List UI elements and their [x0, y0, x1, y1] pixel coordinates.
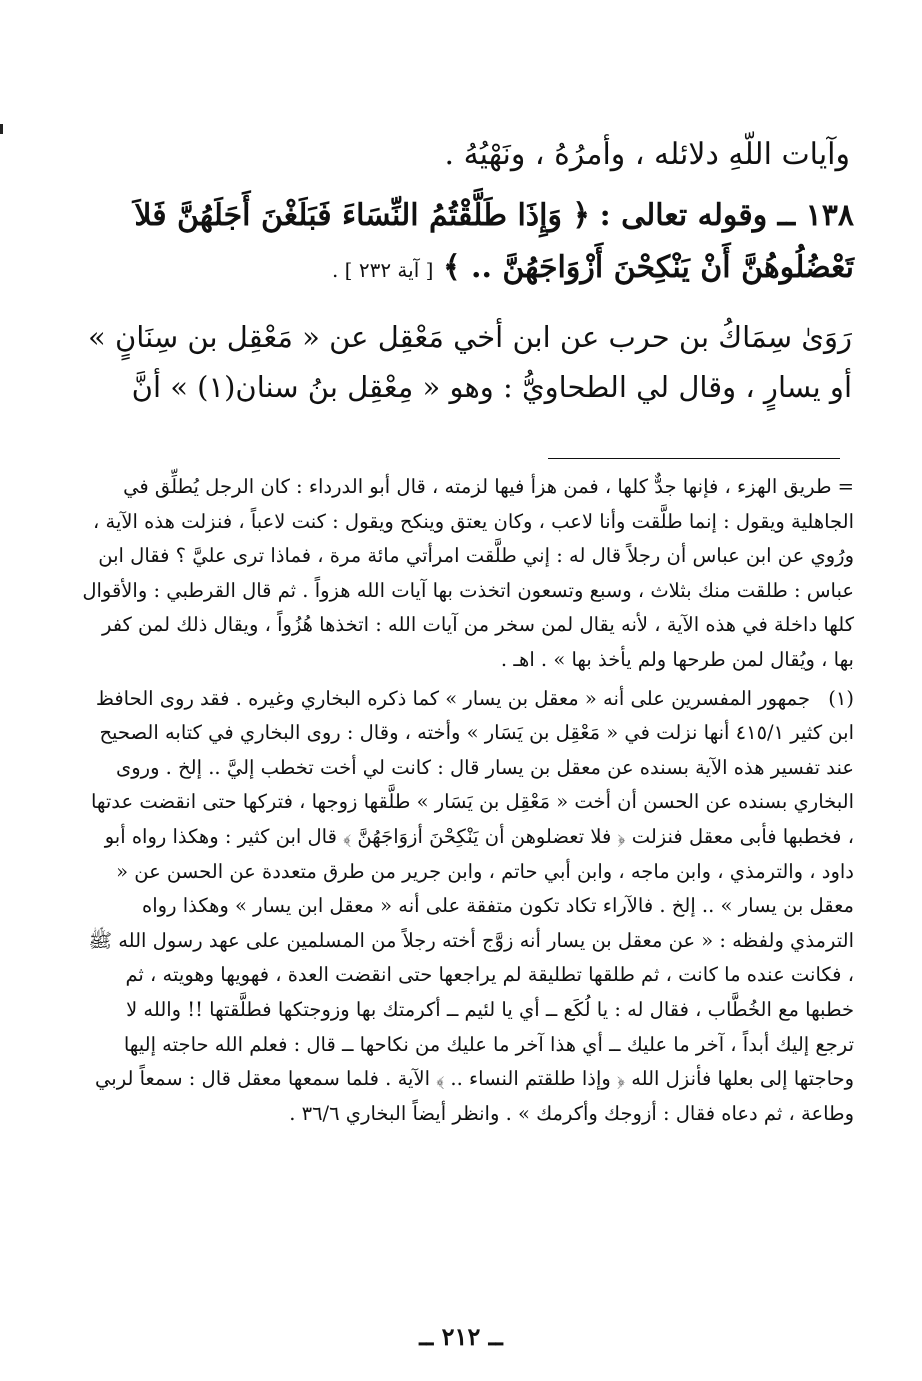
verse-reference: [ آية ٢٣٢ ] .: [331, 258, 434, 282]
footnote-continuation: = طريق الهزء ، فإنها جدٌّ كلها ، فمن هزأ فيها لزمته ، قال أبو الدرداء : كان الرجل يُطلِّق في الجاهلية ويقول : إنما طلَّقت وأنا لاعب ، وكان يعتق وينكح ويقول : كنت لاعباً ، فنزلت هذه الآية ، ورُوي عن ابن عباس أن رجلاً قال له : إني طلَّقت امرأتي مائة مرة ، فماذا ترى عليَّ ؟ فقال ابن عباس : طلقت منك بثلاث ، وسبع وتسعون اتخذت بها آيات الله هزواً . ثم قال القرطبي : والأقوال كلها داخلة في هذه الآية ، لأنه يقال لمن سخر من آيات الله : اتخذها هُزُواً ، ويقال ذلك لمن كفر بها ، ويُقال لمن طرحها ولم يأخذ بها » . اهـ .: [82, 475, 854, 671]
verse-block: [70, 190, 854, 296]
footnotes: [82, 470, 854, 1131]
verse-number-label: ١٣٨ ــ وقوله تعالى :: [599, 198, 854, 233]
verse-text: ﴿ وَإِذَا طَلَّقْتُمُ النِّسَاءَ فَبَلَغْنَ أَجَلَهُنَّ فَلاَ تَعْضُلُوهُنَّ أَنْ يَنْكِحْنَ أَزْوَاجَهُنَّ .. ﴾: [134, 198, 854, 285]
main-paragraph: رَوَىٰ سِمَاكُ بن حرب عن ابن أخي مَعْقِل عن « مَعْقِل بن سِنَانٍ » أو يسارٍ ، وقال لي الطحاويُّ : وهو « مِعْقِل بنُ سنان(١) » أنَّ: [88, 320, 852, 404]
footnote-divider: [548, 458, 840, 459]
ayat-line: وآيات اللّهِ دلائله ، وأمرُهُ ، ونَهْيُهُ .: [444, 137, 850, 172]
footnote-1-text: جمهور المفسرين على أنه « معقل بن يسار » كما ذكره البخاري وغيره . فقد روى الحافظ ابن كثير ٤١٥/١ أنها نزلت في « مَعْقِل بن يَسَار » وأخته ، وقال : روى البخاري في كتابه الصحيح عند تفسير هذه الآية بسنده عن معقل بن يسار قال : كانت لي أخت تخطب إليَّ .. إلخ . وروى البخاري بسنده عن الحسن أن أخت « مَعْقِل بن يَسَار » طلَّقها زوجها ، فتركها حتى انقضت عدتها ، فخطبها فأبى معقل فنزلت ﴿ فلا تعضلوهن أن يَنْكِحْنَ أزوَاجَهُنَّ ﴾ قال ابن كثير : وهكذا رواه أبو داود ، والترمذي ، وابن ماجه ، وابن أبي حاتم ، وابن جرير من طرق متعددة عن الحسن عن « معقل بن يسار » .. إلخ . فالآراء تكاد تكون متفقة على أنه « معقل ابن يسار » وهكذا رواه الترمذي ولفظه : « عن معقل بن يسار أنه زوَّج أخته رجلاً من المسلمين على عهد رسول الله ﷺ ، فكانت عنده ما كانت ، ثم طلقها تطليقة لم يراجعها حتى انقضت العدة ، فهويها وهويته ، ثم خطبها مع الخُطَّاب ، فقال له : يا لُكَع ــ أي يا لئيم ــ أكرمتك بها وزوجتكها فطلَّقتها !! والله لا ترجع إليك أبداً ، آخر ما عليك ــ أي هذا آخر ما عليك من نكاحها ــ قال : فعلم الله حاجته إليها وحاجتها إلى بعلها فأنزل الله ﴿ وإذا طلقتم النساء .. ﴾ الآية . فلما سمعها معقل قال : سمعاً لربي وطاعة ، ثم دعاه فقال : أزوجك وأكرمك » . وانظر أيضاً البخاري ٣٦/٦ .: [88, 686, 854, 1125]
footnote-1-number: (١): [828, 686, 854, 710]
page-number: ــ ٢١٢ ــ: [419, 1322, 503, 1351]
footnote-1: [82, 682, 854, 1132]
scan-edge-mark: [0, 124, 3, 134]
